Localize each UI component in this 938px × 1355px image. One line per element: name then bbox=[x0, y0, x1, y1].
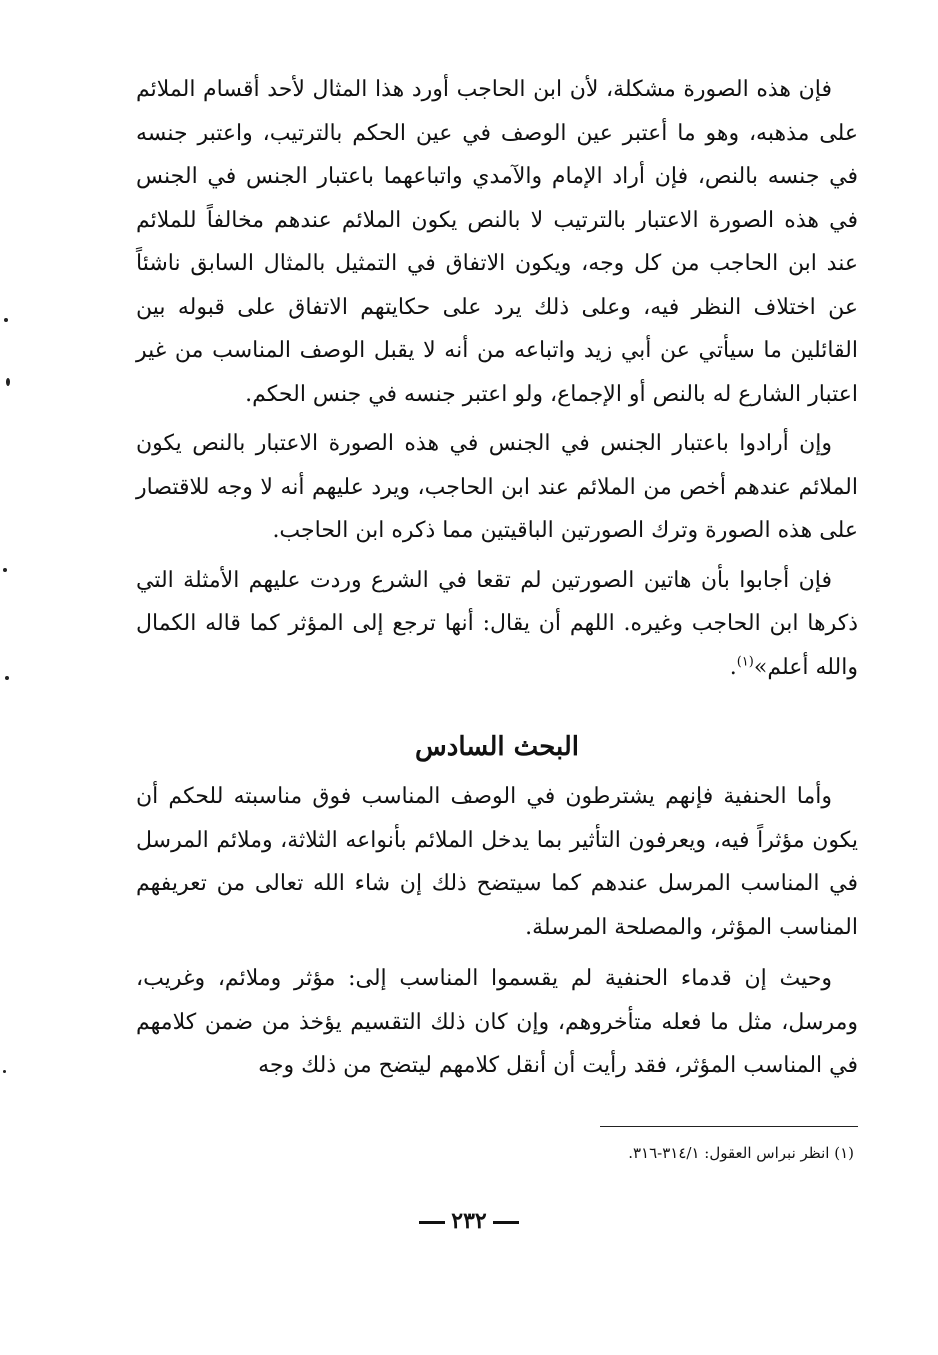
paragraph: وحيث إن قدماء الحنفية لم يقسموا المناسب إلى: مؤثر وملائم، وغريب، ومرسل، مثل ما فعله متأخروهم، وإن كان ذلك التقسيم يؤخذ من ضمن كلامهم في المناسب المؤثر، فقد رأيت أن أنقل كلامهم ليتضح من ذلك وجه bbox=[136, 966, 858, 1078]
page-number-dash-left bbox=[419, 1221, 445, 1224]
paragraph: وأما الحنفية فإنهم يشترطون في الوصف المناسب فوق مناسبته للحكم أن يكون مؤثراً فيه، ويعرفون التأثير بما يدخل الملائم بأنواعه الثلاثة، وملائم المرسل في المناسب المرسل عندهم كما سيتضح ذلك إن شاء الله تعالى من تعريفهم المناسب المؤثر، والمصلحة المرسلة. bbox=[136, 784, 858, 940]
paragraph: فإن هذه الصورة مشكلة، لأن ابن الحاجب أورد هذا المثال لأحد أقسام الملائم على مذهبه، وهو ما أعتبر عين الوصف في عين الحكم بالترتيب، واعتبر جنسه في جنسه بالنص، فإن أراد الإمام والآمدي واتباعهما باعتبار الجنس في الجنس في هذه الصورة الاعتبار بالترتيب لا بالنص يكون الملائم عندهم مخالفاً للملائم عند ابن الحاجب من كل وجه، ويكون الاتفاق في التمثيل بالمثال السابق ناشئاً عن اختلاف النظر فيه، وعلى ذلك يرد على حكايتهم الاتفاق على قبوله بين القائلين ما سيأتي عن أبي زيد واتباعه من أنه لا يقبل الوصف المناسب من غير اعتبار الشارع له بالنص أو الإجماع، ولو اعتبر جنسه في جنس الحكم. bbox=[136, 77, 858, 407]
page-number-dash-right bbox=[493, 1221, 519, 1224]
page-body bbox=[136, 68, 858, 1088]
scan-speck bbox=[3, 1070, 6, 1073]
section-heading: البحث السادس bbox=[415, 732, 579, 762]
scan-speck bbox=[6, 378, 10, 386]
paragraph: وإن أرادوا باعتبار الجنس في الجنس في هذه الصورة الاعتبار بالنص يكون الملائم عندهم أخص من الملائم عند ابن الحاجب، ويرد عليهم أنه لا وجه للاقتصار على هذه الصورة وترك الصورتين الباقيتين مما ذكره ابن الحاجب. bbox=[136, 431, 858, 543]
page-number bbox=[0, 1208, 938, 1234]
footnote-marker: (١) bbox=[736, 654, 754, 670]
page-number-value: ٢٣٢ bbox=[451, 1208, 487, 1234]
paragraph-with-footnote bbox=[136, 559, 858, 690]
footnote: (١) انظر نبراس العقول: ٣١٤/١-٣١٦. bbox=[628, 1144, 854, 1162]
scan-speck bbox=[5, 676, 9, 680]
paragraph-text: فإن أجابوا بأن هاتين الصورتين لم تقعا في الشرع وردت عليهم الأمثلة التي ذكرها ابن الحاجب وغيره. اللهم أن يقال: أنها ترجع إلى المؤثر كما قاله الكمال والله أعلم» bbox=[136, 567, 858, 680]
scan-speck bbox=[3, 568, 7, 572]
paragraph-end: . bbox=[729, 654, 737, 680]
scan-speck bbox=[4, 318, 8, 322]
footnote-separator bbox=[600, 1126, 858, 1127]
